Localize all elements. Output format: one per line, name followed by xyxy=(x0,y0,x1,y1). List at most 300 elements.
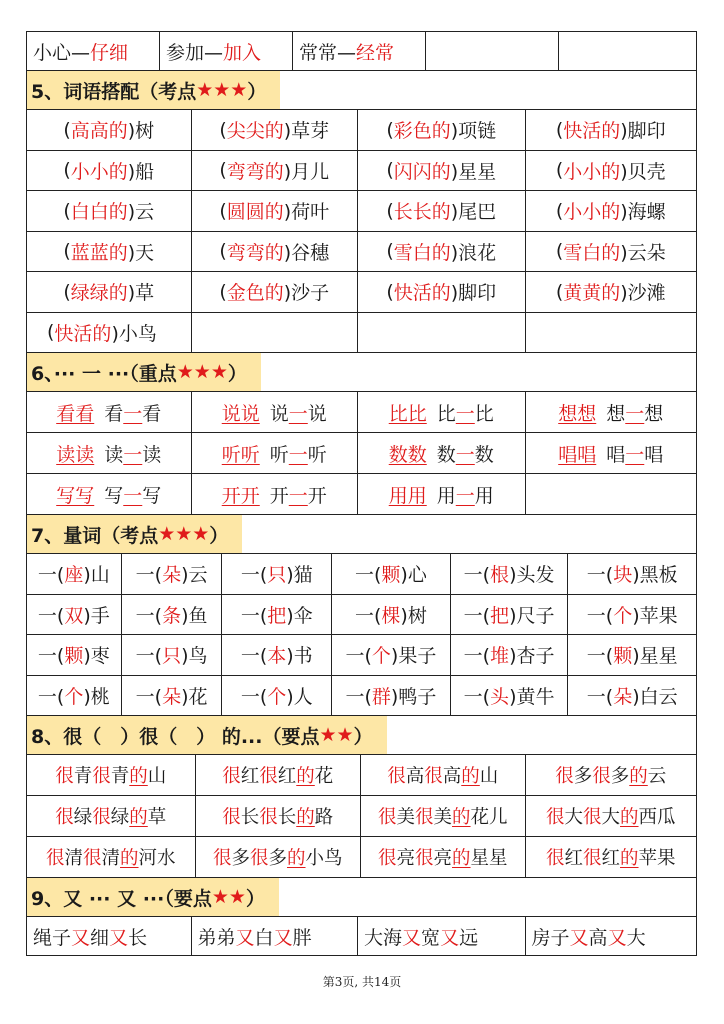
paren: ( xyxy=(219,159,227,182)
prefix: 一( xyxy=(586,564,614,587)
noun-word: )树 xyxy=(127,120,155,143)
noun-word: )头发 xyxy=(509,564,555,587)
hen-word: 很 xyxy=(545,848,565,869)
noun-word: )海螺 xyxy=(620,201,666,224)
measure-word: 双 xyxy=(64,604,84,627)
table-cell xyxy=(222,635,332,675)
prefix: 一( xyxy=(354,604,382,627)
verb: 听 xyxy=(307,443,327,466)
noun-word: )尾巴 xyxy=(450,201,497,224)
table-cell xyxy=(222,554,332,594)
verb: 说 xyxy=(307,402,327,425)
adjective: 多 xyxy=(610,766,630,787)
you-word: 又 xyxy=(607,926,627,949)
verb: 比 xyxy=(436,402,456,425)
page-footer: 第3页, 共14页 xyxy=(322,975,402,989)
reduplicated-word: 说说 xyxy=(221,402,260,425)
collocation-row xyxy=(26,191,697,232)
table-cell xyxy=(27,595,122,635)
noun-word: )云 xyxy=(181,564,208,587)
table-cell xyxy=(358,474,526,514)
paren: ( xyxy=(386,280,394,303)
paren: ( xyxy=(63,280,71,303)
table-cell xyxy=(27,392,192,432)
paren: ( xyxy=(386,199,394,222)
verb: 写 xyxy=(104,484,124,507)
hen-word: 很 xyxy=(259,807,278,828)
measure-word: 朵 xyxy=(162,685,182,708)
hen-word: 很 xyxy=(377,807,397,828)
worksheet-table xyxy=(26,31,697,956)
table-cell xyxy=(451,595,569,635)
reduplicated-word: 唱唱 xyxy=(558,443,597,466)
collocation-row xyxy=(26,110,697,151)
noun-word: )猫 xyxy=(286,564,313,587)
noun-word: )草 xyxy=(127,282,155,305)
verb: 想 xyxy=(606,402,626,425)
reduplicated-word: 听听 xyxy=(221,443,260,466)
pair-cell xyxy=(293,32,426,70)
hen-word: 很 xyxy=(249,848,269,869)
you-word: 又 xyxy=(109,926,129,949)
table-cell xyxy=(27,917,192,955)
adjective: 胖 xyxy=(292,926,312,949)
adjective: 远 xyxy=(459,926,479,949)
adjective: 青 xyxy=(73,766,93,787)
verb: 说 xyxy=(269,402,289,425)
table-cell xyxy=(27,755,196,795)
table-cell xyxy=(526,392,696,432)
paren: ( xyxy=(219,280,227,303)
de-word: 的 xyxy=(120,848,139,869)
yi-word: 一 xyxy=(123,443,143,466)
noun-word: 星星 xyxy=(470,848,508,869)
table-cell xyxy=(526,474,696,514)
answer-word: 长长的 xyxy=(393,201,451,224)
table-cell xyxy=(332,676,451,716)
verb: 开 xyxy=(307,484,327,507)
prefix: 一( xyxy=(463,564,491,587)
prefix: 一( xyxy=(37,564,65,587)
table-cell xyxy=(27,796,196,836)
collocation-row xyxy=(26,232,697,273)
noun-word: )手 xyxy=(83,604,110,627)
noun-word: 河水 xyxy=(138,848,176,869)
section-7-header xyxy=(26,515,697,554)
table-cell xyxy=(361,755,526,795)
you-word: 又 xyxy=(235,926,255,949)
measure-row xyxy=(26,595,697,636)
section-8-header xyxy=(26,716,697,755)
paren: ( xyxy=(219,118,227,141)
measure-row xyxy=(26,554,697,595)
hen-word: 很 xyxy=(582,848,602,869)
pair-cell xyxy=(27,32,160,70)
adjective: 亮 xyxy=(433,848,453,869)
prefix: 一( xyxy=(354,564,382,587)
table-cell xyxy=(361,796,526,836)
table-cell xyxy=(358,392,526,432)
synonym: 仔细 xyxy=(90,41,129,64)
verb: 读 xyxy=(104,443,124,466)
measure-word: 根 xyxy=(490,564,510,587)
measure-word: 只 xyxy=(267,564,287,587)
noun-word: 路 xyxy=(314,807,334,828)
hen-row xyxy=(26,755,697,796)
word: 常常— xyxy=(299,41,357,64)
answer-word: 高高的 xyxy=(70,120,128,143)
table-cell xyxy=(27,554,122,594)
adjective: 红 xyxy=(601,848,621,869)
noun-word: )船 xyxy=(127,160,155,183)
table-cell xyxy=(526,433,696,473)
star-rating: ★★★ xyxy=(196,79,248,101)
subject: 弟弟 xyxy=(197,926,236,949)
section-6-header xyxy=(26,353,697,392)
noun-word: )贝壳 xyxy=(620,160,666,183)
paren: ( xyxy=(555,118,564,141)
table-cell xyxy=(358,433,526,473)
collocation-row xyxy=(26,313,697,354)
table-cell xyxy=(526,191,696,231)
yi-word: 一 xyxy=(123,484,143,507)
table-cell xyxy=(222,595,332,635)
paren: ( xyxy=(63,240,71,263)
noun-word: 山 xyxy=(479,766,499,787)
table-cell xyxy=(192,474,359,514)
yi-word: 一 xyxy=(455,443,475,466)
section-title: 6、··· 一 ···（重点 ★★★ ） xyxy=(27,353,261,391)
noun-word: 山 xyxy=(147,766,167,787)
paren: ( xyxy=(219,199,227,222)
table-cell xyxy=(192,392,359,432)
adjective: 美 xyxy=(396,807,415,828)
pair-cell xyxy=(160,32,293,70)
adjective: 亮 xyxy=(396,848,415,869)
noun-word: )云 xyxy=(127,201,155,224)
noun-word: 草 xyxy=(147,807,167,828)
verb: 用 xyxy=(474,484,494,507)
answer-word: 快活的 xyxy=(563,120,621,143)
reduplicated-word: 比比 xyxy=(388,402,427,425)
measure-word: 本 xyxy=(267,645,287,668)
de-word: 的 xyxy=(620,848,639,869)
answer-word: 闪闪的 xyxy=(393,160,451,183)
adjective: 红 xyxy=(564,848,583,869)
top-row xyxy=(26,31,697,71)
hen-row xyxy=(26,796,697,837)
noun-word: )杏子 xyxy=(509,645,555,668)
noun-word: )脚印 xyxy=(450,282,497,305)
noun-word: )桃 xyxy=(83,685,110,708)
answer-word: 弯弯的 xyxy=(226,160,284,183)
measure-word: 个 xyxy=(64,685,84,708)
noun-word: 苹果 xyxy=(638,848,676,869)
table-cell xyxy=(27,151,192,191)
de-word: 的 xyxy=(452,807,471,828)
prefix: 一( xyxy=(240,645,268,668)
subject: 房子 xyxy=(531,926,570,949)
answer-word: 雪白的 xyxy=(563,241,621,264)
reduplicated-word: 想想 xyxy=(558,402,597,425)
hen-word: 很 xyxy=(414,848,434,869)
measure-row xyxy=(26,676,697,717)
adjective: 青 xyxy=(110,766,130,787)
verb: 听 xyxy=(269,443,289,466)
table-cell xyxy=(451,676,569,716)
noun-word: )小鸟 xyxy=(111,322,157,345)
table-cell xyxy=(222,676,332,716)
table-cell xyxy=(332,635,451,675)
table-cell xyxy=(526,796,696,836)
answer-word: 小小的 xyxy=(563,201,621,224)
adjective: 细 xyxy=(90,926,110,949)
measure-word: 个 xyxy=(267,685,287,708)
paren: ( xyxy=(555,280,564,303)
paren: ( xyxy=(555,240,564,263)
table-cell xyxy=(27,191,192,231)
de-word: 的 xyxy=(620,807,639,828)
noun-word: )浪花 xyxy=(450,241,497,264)
yi-word: 一 xyxy=(123,402,143,425)
hen-word: 很 xyxy=(582,807,602,828)
adjective: 绿 xyxy=(73,807,93,828)
measure-word: 只 xyxy=(162,645,182,668)
noun-word: 花 xyxy=(314,766,334,787)
noun-word: )谷穗 xyxy=(283,241,330,264)
table-cell xyxy=(358,232,526,272)
verb: 唱 xyxy=(606,443,626,466)
noun-word: )鱼 xyxy=(181,604,208,627)
noun-word: )鸟 xyxy=(181,645,208,668)
table-cell xyxy=(27,110,192,150)
de-word: 的 xyxy=(287,848,306,869)
measure-word: 把 xyxy=(490,604,510,627)
hen-word: 很 xyxy=(414,807,434,828)
hen-word: 很 xyxy=(387,766,406,787)
verb: 读 xyxy=(142,443,162,466)
measure-word: 个 xyxy=(613,604,633,627)
noun-word: )白云 xyxy=(632,685,678,708)
noun-word: )黄牛 xyxy=(509,685,555,708)
prefix: 一( xyxy=(345,645,372,668)
table-cell xyxy=(332,554,451,594)
noun-word: )脚印 xyxy=(620,120,666,143)
measure-word: 颗 xyxy=(64,645,84,668)
prefix: 一( xyxy=(135,564,163,587)
yi-word: 一 xyxy=(288,402,308,425)
answer-word: 小小的 xyxy=(70,160,128,183)
hen-word: 很 xyxy=(92,807,111,828)
measure-word: 座 xyxy=(64,564,84,587)
hen-word: 很 xyxy=(222,807,241,828)
star-rating: ★★★ xyxy=(176,361,228,383)
table-cell xyxy=(192,151,359,191)
yi-word: 一 xyxy=(455,402,475,425)
adjective: 清 xyxy=(101,848,121,869)
noun-word: 西瓜 xyxy=(638,807,676,828)
table-cell xyxy=(358,191,526,231)
answer-word: 雪白的 xyxy=(393,241,451,264)
noun-word: )苹果 xyxy=(632,604,678,627)
verb: 数 xyxy=(474,443,494,466)
prefix: 一( xyxy=(586,604,614,627)
yi-word: 一 xyxy=(455,484,475,507)
adjective: 高 xyxy=(405,766,425,787)
table-cell xyxy=(526,110,696,150)
verb-row xyxy=(26,433,697,474)
you-word: 又 xyxy=(273,926,293,949)
noun-word: )沙滩 xyxy=(620,282,666,305)
answer-word: 小小的 xyxy=(563,160,621,183)
table-cell xyxy=(358,917,526,955)
adjective: 白 xyxy=(254,926,274,949)
measure-word: 朵 xyxy=(613,685,633,708)
adjective: 大 xyxy=(626,926,646,949)
table-cell xyxy=(27,676,122,716)
hen-word: 很 xyxy=(545,807,565,828)
yi-word: 一 xyxy=(625,402,645,425)
measure-word: 棵 xyxy=(381,604,401,627)
adjective: 红 xyxy=(277,766,297,787)
noun-word: )鸭子 xyxy=(390,685,437,708)
answer-word: 彩色的 xyxy=(393,120,451,143)
prefix: 一( xyxy=(463,685,491,708)
noun-word: )树 xyxy=(400,604,427,627)
reduplicated-word: 读读 xyxy=(56,443,95,466)
hen-word: 很 xyxy=(45,848,65,869)
table-cell xyxy=(568,595,696,635)
table-cell xyxy=(196,796,362,836)
table-cell xyxy=(27,474,192,514)
noun-word: 花儿 xyxy=(470,807,508,828)
noun-word: )草芽 xyxy=(283,120,330,143)
adjective: 美 xyxy=(433,807,453,828)
adjective: 多 xyxy=(231,848,250,869)
table-cell xyxy=(122,554,223,594)
answer-word: 快活的 xyxy=(393,282,451,305)
verb: 比 xyxy=(474,402,494,425)
hen-word: 很 xyxy=(424,766,443,787)
verb: 用 xyxy=(436,484,456,507)
answer-word: 圆圆的 xyxy=(226,201,284,224)
table-cell xyxy=(526,151,696,191)
verb: 开 xyxy=(269,484,289,507)
adjective: 大 xyxy=(601,807,621,828)
de-word: 的 xyxy=(129,807,148,828)
prefix: 一( xyxy=(37,685,65,708)
prefix: 一( xyxy=(586,645,614,668)
table-cell xyxy=(192,191,359,231)
noun-word: )书 xyxy=(286,645,313,668)
measure-word: 颗 xyxy=(381,564,401,587)
adjective: 多 xyxy=(268,848,288,869)
hen-word: 很 xyxy=(55,807,74,828)
table-cell xyxy=(192,917,359,955)
verb: 数 xyxy=(436,443,456,466)
yi-word: 一 xyxy=(288,443,308,466)
noun-word: 云 xyxy=(647,766,667,787)
answer-word: 白白的 xyxy=(70,201,128,224)
adjective: 大 xyxy=(564,807,583,828)
paren: ( xyxy=(386,159,394,182)
hen-word: 很 xyxy=(222,766,241,787)
noun-word: )星星 xyxy=(450,160,497,183)
adjective: 长 xyxy=(240,807,260,828)
reduplicated-word: 数数 xyxy=(388,443,427,466)
you-word: 又 xyxy=(569,926,589,949)
table-cell xyxy=(526,232,696,272)
adjective: 长 xyxy=(277,807,297,828)
section-title: 5、词语搭配（考点 ★★★ ） xyxy=(27,71,280,109)
noun-word: )花 xyxy=(181,685,208,708)
noun-word: )云朵 xyxy=(620,241,666,264)
table-cell xyxy=(27,232,192,272)
de-word: 的 xyxy=(296,766,315,787)
prefix: 一( xyxy=(37,645,65,668)
table-cell xyxy=(27,635,122,675)
synonym: 加入 xyxy=(223,41,262,64)
verb: 想 xyxy=(644,402,664,425)
star-rating: ★★ xyxy=(211,886,246,908)
measure-word: 堆 xyxy=(490,645,510,668)
empty-cell xyxy=(559,32,696,70)
noun-word: )心 xyxy=(400,564,427,587)
prefix: 一( xyxy=(463,645,491,668)
noun-word: )尺子 xyxy=(509,604,555,627)
table-cell xyxy=(122,676,223,716)
table-cell xyxy=(526,917,696,955)
noun-word: 小鸟 xyxy=(305,848,343,869)
answer-word: 绿绿的 xyxy=(70,282,128,305)
adjective: 多 xyxy=(573,766,593,787)
prefix: 一( xyxy=(240,604,268,627)
table-cell xyxy=(568,676,696,716)
answer-word: 金色的 xyxy=(226,282,284,305)
subject: 绳子 xyxy=(33,926,72,949)
paren: ( xyxy=(47,321,55,344)
table-cell xyxy=(196,837,362,877)
de-word: 的 xyxy=(129,766,148,787)
section-title: 7、量词（考点 ★★★ ） xyxy=(27,515,242,553)
noun-word: )沙子 xyxy=(283,282,330,305)
prefix: 一( xyxy=(135,685,163,708)
table-cell xyxy=(192,110,359,150)
table-cell xyxy=(27,837,196,877)
table-cell xyxy=(568,554,696,594)
noun-word: )星星 xyxy=(632,645,678,668)
you-word: 又 xyxy=(402,926,422,949)
hen-word: 很 xyxy=(259,766,278,787)
noun-word: )天 xyxy=(127,241,155,264)
paren: ( xyxy=(555,199,564,222)
measure-word: 把 xyxy=(267,604,287,627)
paren: ( xyxy=(63,199,71,222)
noun-word: )项链 xyxy=(450,120,497,143)
table-cell xyxy=(27,433,192,473)
adjective: 高 xyxy=(588,926,608,949)
hen-word: 很 xyxy=(555,766,574,787)
table-cell xyxy=(192,433,359,473)
noun-word: )山 xyxy=(83,564,110,587)
verb: 看 xyxy=(104,402,124,425)
noun-word: )果子 xyxy=(390,645,437,668)
adjective: 绿 xyxy=(110,807,130,828)
section-title: 8、很（ ）很（ ） 的...（要点 ★★ ） xyxy=(27,716,387,754)
star-rating: ★★ xyxy=(319,724,354,746)
adjective: 红 xyxy=(240,766,260,787)
table-cell xyxy=(568,635,696,675)
